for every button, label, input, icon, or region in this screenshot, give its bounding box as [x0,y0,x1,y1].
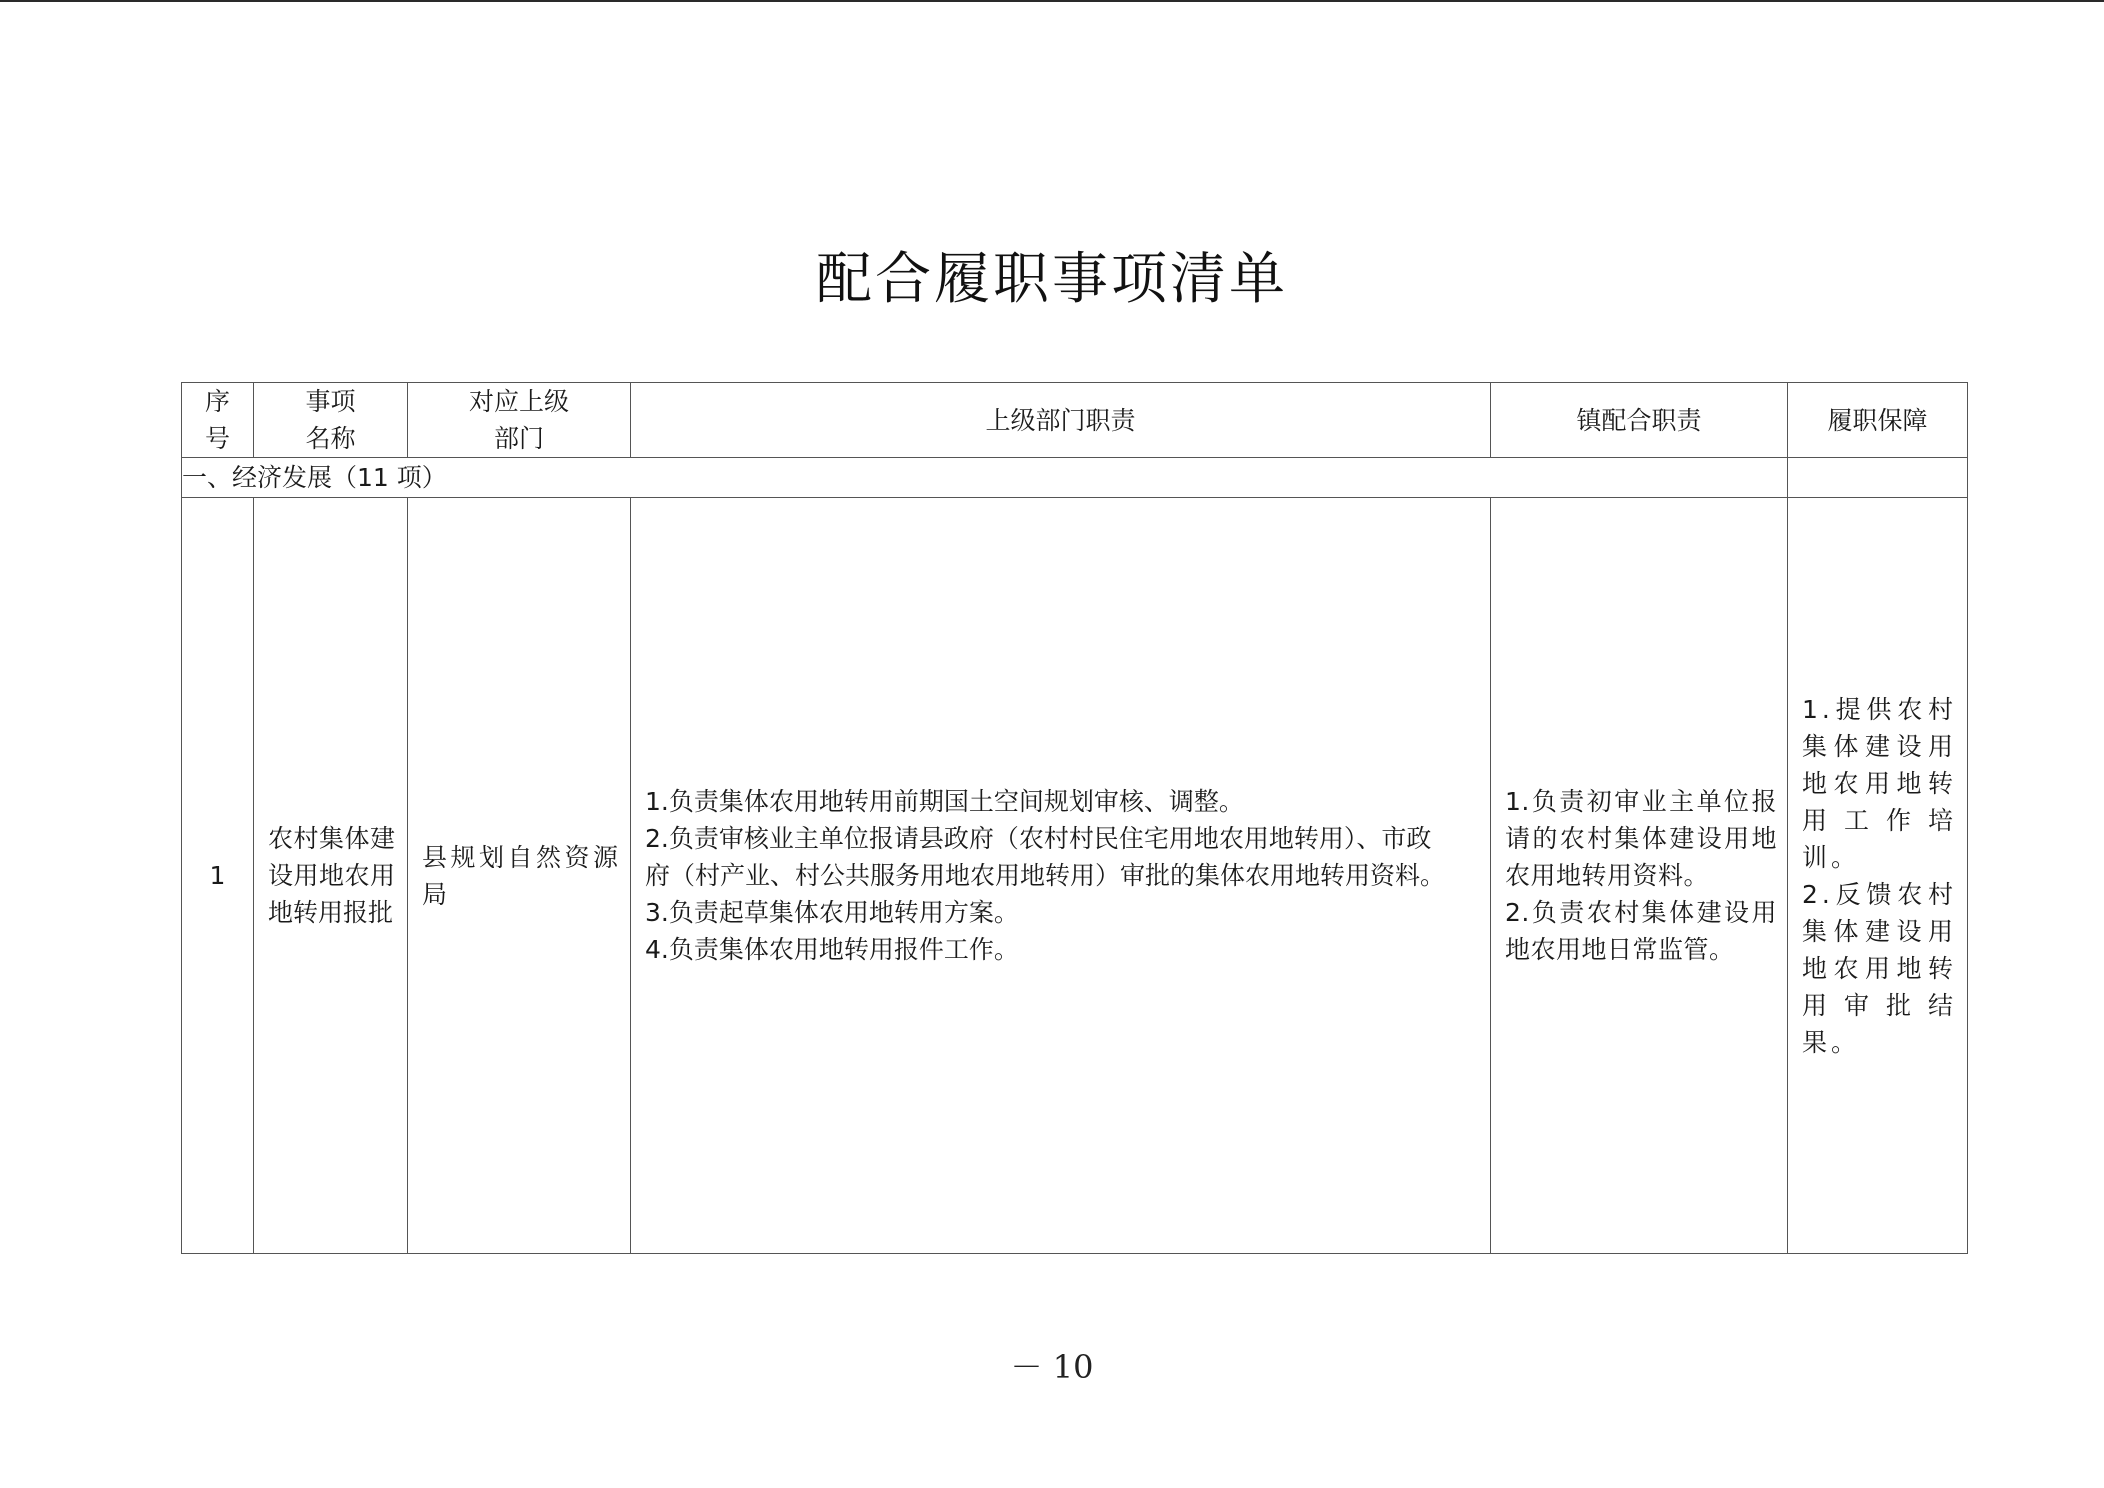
row-cooperation [1491,498,1788,1254]
row-item-name [254,498,408,1254]
section-empty-cell [1788,458,1968,498]
header-item-name-line1: 事项 [305,387,356,416]
header-number-line2: 号 [204,424,230,453]
top-border-rule [0,0,2104,2]
header-department-line2: 部门 [493,424,544,453]
header-duties: 上级部门职责 [631,383,1491,458]
table-header-row [182,383,1968,458]
header-cooperation: 镇配合职责 [1491,383,1788,458]
table-row [182,498,1968,1254]
guarantee-item: 2.反馈农村集体建设用地农用地转用审批结果。 [1802,879,1957,1057]
duty-line: 4.负责集体农用地转用报件工作。 [645,935,1019,964]
page-number: － 10 [1010,1348,1094,1386]
cooperation-item: 1.负责初审业主单位报请的农村集体建设用地农用地转用资料。 [1505,787,1777,890]
header-number-line1: 序 [204,387,230,416]
section-row [182,458,1968,498]
header-guarantee: 履职保障 [1788,383,1968,458]
header-department-line1: 对应上级 [468,387,569,416]
row-department [408,498,631,1254]
row-number: 1 [182,498,254,1254]
section-label: 一、经济发展（11 项） [182,458,1788,498]
cooperation-item: 2.负责农村集体建设用地农用地日常监管。 [1505,898,1777,964]
row-duties [631,498,1491,1254]
duty-line: 1.负责集体农用地转用前期国土空间规划审核、调整。 [645,787,1244,816]
guarantee-item: 1.提供农村集体建设用地农用地转用工作培训。 [1802,694,1957,872]
header-item-name-line2: 名称 [305,424,356,453]
row-guarantee [1788,498,1968,1254]
document-title: 配合履职事项清单 [816,247,1288,312]
header-department [408,383,631,458]
row-item-name-text: 农村集体建设用地农用地转用报批 [268,824,395,927]
duty-list-table [181,382,1968,1254]
header-number [182,383,254,458]
duty-line: 2.负责审核业主单位报请县政府（农村村民住宅用地农用地转用）、市政 [645,824,1432,853]
row-department-text: 县规划自然资源局 [422,842,618,909]
header-item-name [254,383,408,458]
duty-line: 3.负责起草集体农用地转用方案。 [645,898,1019,927]
duty-line: 府（村产业、村公共服务用地农用地转用）审批的集体农用地转用资料。 [645,861,1446,890]
